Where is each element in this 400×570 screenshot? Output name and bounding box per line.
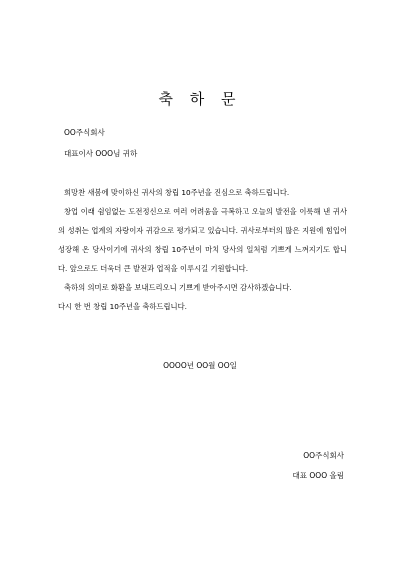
body-paragraph: 축하의 의미로 화환을 보내드리오니 기쁘게 받아주시면 감사하겠습니다.: [64, 283, 292, 292]
sender-signature: 대표 OOO 올림: [292, 471, 344, 480]
recipient-person: 대표이사 OOO님 귀하: [64, 149, 138, 158]
letter-body: [58, 183, 347, 316]
body-paragraph: 창업 이래 쉼임없는 도전정신으로 여러 어려움을 극복하고 오늘의 발전을 이룩해 낸 귀사의 성취는 업계의 자랑이자 귀감으로 평가되고 있습니다. 귀사로부터의 많은 지원에 힘입어 성장해 온 당사이기에 귀사의 창립 10주년이 마치 당사의 일처럼 기쁘게 느껴지기도 합니다. 앞으로도 더욱더 큰 발전과 업적을 이루시길 기원합니다.: [58, 207, 347, 273]
body-paragraph: 희망찬 새봄에 맞이하신 귀사의 창립 10주년을 진심으로 축하드립니다.: [64, 188, 290, 197]
document-title: 축 하 문: [158, 90, 242, 108]
recipient-company: OO주식회사: [64, 128, 105, 137]
body-paragraph: 다시 한 번 창립 10주년을 축하드립니다.: [58, 302, 187, 311]
sender-company: OO주식회사: [303, 451, 344, 460]
letter-date: OOOO년 OO월 OO일: [163, 361, 237, 370]
